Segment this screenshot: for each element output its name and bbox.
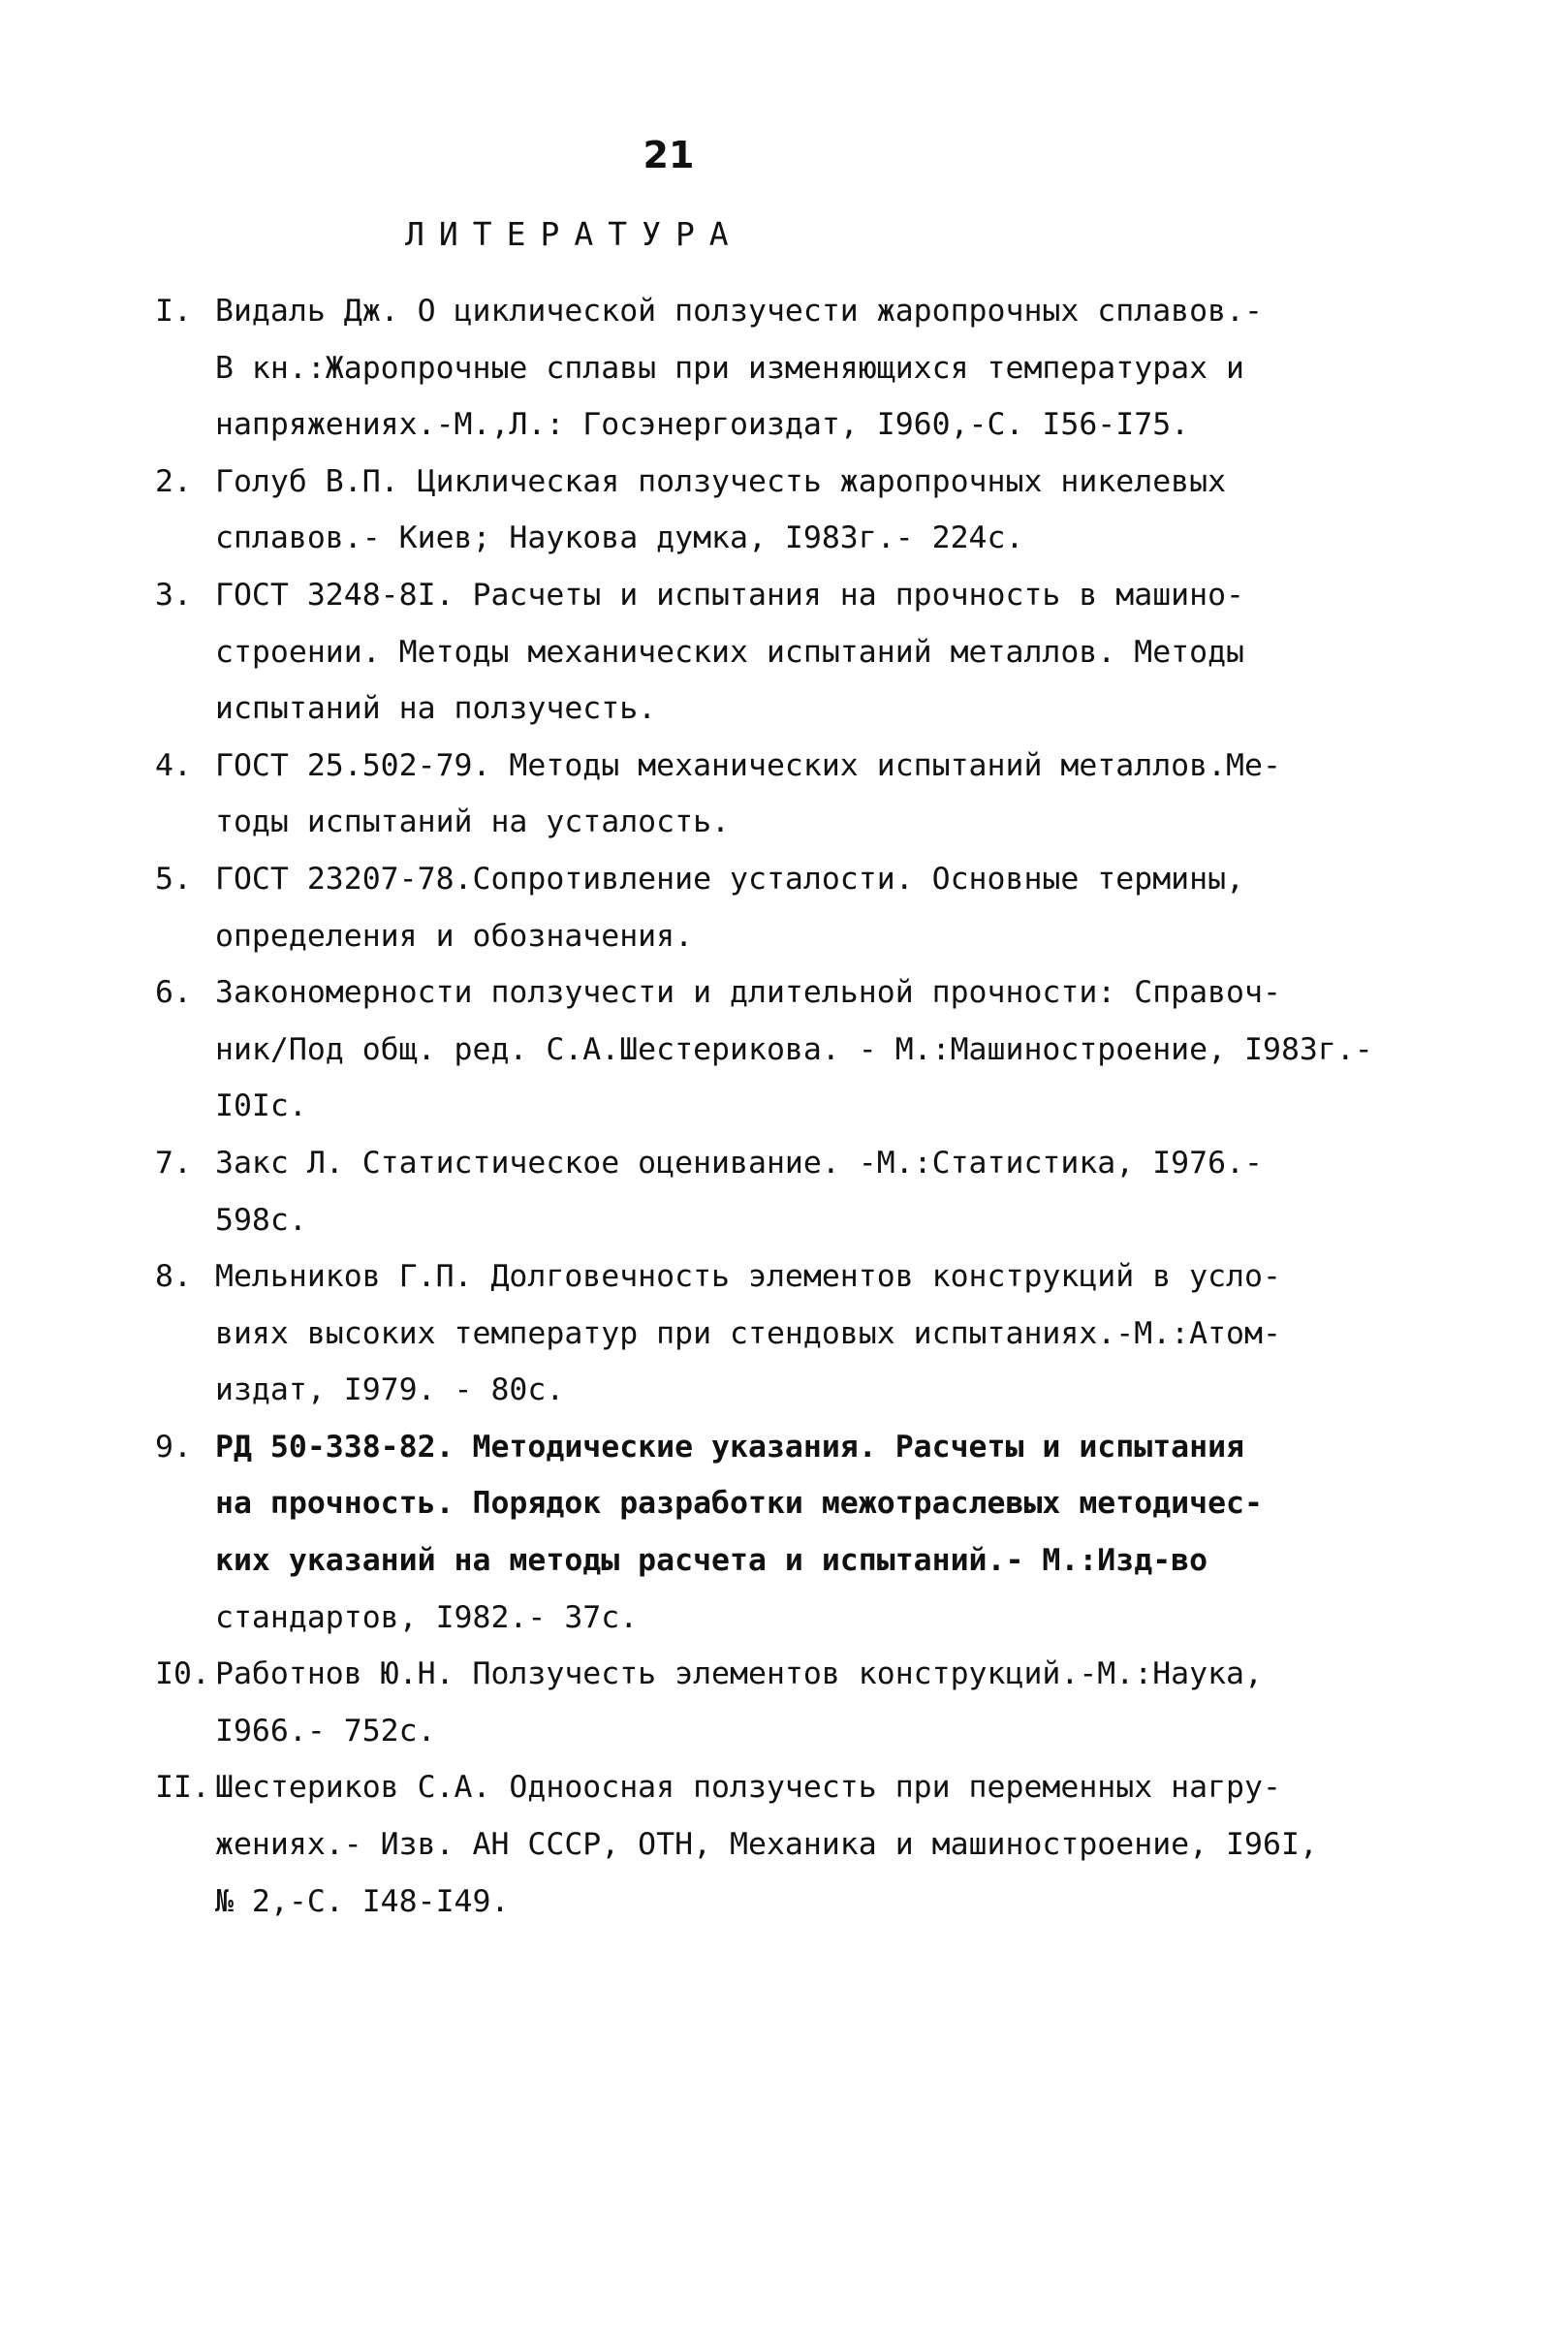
reference-text-line: РД 50-338-82. Методические указания. Расчеты и испытания (215, 1429, 1245, 1465)
reference-text-line: тоды испытаний на усталость. (215, 804, 731, 840)
reference-text-line: Шестериков С.А. Одноосная ползучесть при переменных нагру- (215, 1770, 1281, 1806)
reference-number: I. (155, 294, 192, 329)
reference-text-line: Мельников Г.П. Долговечность элементов конструкций в усло- (215, 1259, 1281, 1295)
reference-number: 6. (155, 975, 192, 1011)
reference-text-line: I966.- 752с. (215, 1713, 436, 1749)
reference-number: II. (155, 1770, 210, 1806)
reference-item-6 (155, 964, 1373, 1135)
reference-text-line: жениях.- Изв. АН СССР, ОТН, Механика и машиностроение, I96I, (215, 1827, 1318, 1863)
reference-number: 3. (155, 577, 192, 613)
reference-item-8 (155, 1248, 1318, 1419)
reference-text-line: строении. Методы механических испытаний металлов. Методы (215, 634, 1245, 670)
reference-text-line: ГОСТ 3248-8I. Расчеты и испытания на прочность в машино- (215, 577, 1245, 613)
reference-text-line: Закс Л. Статистическое оценивание. -М.:Статистика, I976.- (215, 1145, 1263, 1181)
reference-text-line: испытаний на ползучесть. (215, 691, 657, 727)
reference-text-line: сплавов.- Киев; Наукова думка, I983г.- 224с. (215, 520, 1024, 556)
reference-text-line: напряжениях.-М.,Л.: Госэнергоиздат, I960,-С. I56-I75. (215, 407, 1190, 443)
reference-text-line: ких указаний на методы расчета и испытаний.- М.:Изд-во (215, 1543, 1208, 1579)
reference-item-10 (155, 1646, 1318, 1759)
page-title: ЛИТЕРАТУРА (405, 215, 743, 253)
reference-text-line: 598с. (215, 1202, 307, 1238)
reference-text-line: Голуб В.П. Циклическая ползучесть жаропрочных никелевых (215, 463, 1227, 499)
reference-text-line: № 2,-С. I48-I49. (215, 1883, 510, 1919)
reference-number: 2. (155, 463, 192, 499)
reference-list (155, 283, 1373, 1930)
page-number: 21 (643, 134, 695, 176)
reference-text-line: определения и обозначения. (215, 918, 694, 954)
reference-item-1 (155, 283, 1318, 454)
reference-text-line: Видаль Дж. О циклической ползучести жаропрочных сплавов.- (215, 294, 1263, 329)
reference-item-2 (155, 454, 1318, 567)
reference-number: 5. (155, 861, 192, 897)
reference-text-line: Закономерности ползучести и длительной прочности: Справоч- (215, 975, 1281, 1011)
reference-text-line: I0Iс. (215, 1088, 307, 1124)
reference-text-line: Работнов Ю.Н. Ползучесть элементов конструкций.-М.:Наука, (215, 1656, 1263, 1692)
reference-number: I0. (155, 1656, 210, 1692)
reference-number: 4. (155, 747, 192, 783)
reference-item-3 (155, 567, 1318, 738)
reference-item-4 (155, 738, 1318, 851)
reference-number: 7. (155, 1145, 192, 1181)
reference-text-line: на прочность. Порядок разработки межотраслевых методичес- (215, 1486, 1263, 1522)
reference-text-line: издат, I979. - 80с. (215, 1372, 565, 1408)
reference-text-line: ГОСТ 23207-78.Сопротивление усталости. Основные термины, (215, 861, 1245, 897)
reference-number: 8. (155, 1259, 192, 1295)
reference-number: 9. (155, 1429, 192, 1465)
reference-item-11 (155, 1759, 1318, 1930)
reference-text-line: В кн.:Жаропрочные сплавы при изменяющихся температурах и (215, 350, 1245, 386)
reference-text-line: ГОСТ 25.502-79. Методы механических испытаний металлов.Ме- (215, 747, 1281, 783)
reference-item-5 (155, 851, 1318, 964)
reference-text-line: стандартов, I982.- 37с. (215, 1599, 639, 1635)
reference-item-9 (155, 1419, 1318, 1646)
reference-item-7 (155, 1135, 1318, 1248)
reference-text-line: ник/Под общ. ред. С.А.Шестерикова. - М.:Машиностроение, I983г.- (215, 1031, 1373, 1067)
reference-text-line: виях высоких температур при стендовых испытаниях.-М.:Атом- (215, 1315, 1281, 1351)
